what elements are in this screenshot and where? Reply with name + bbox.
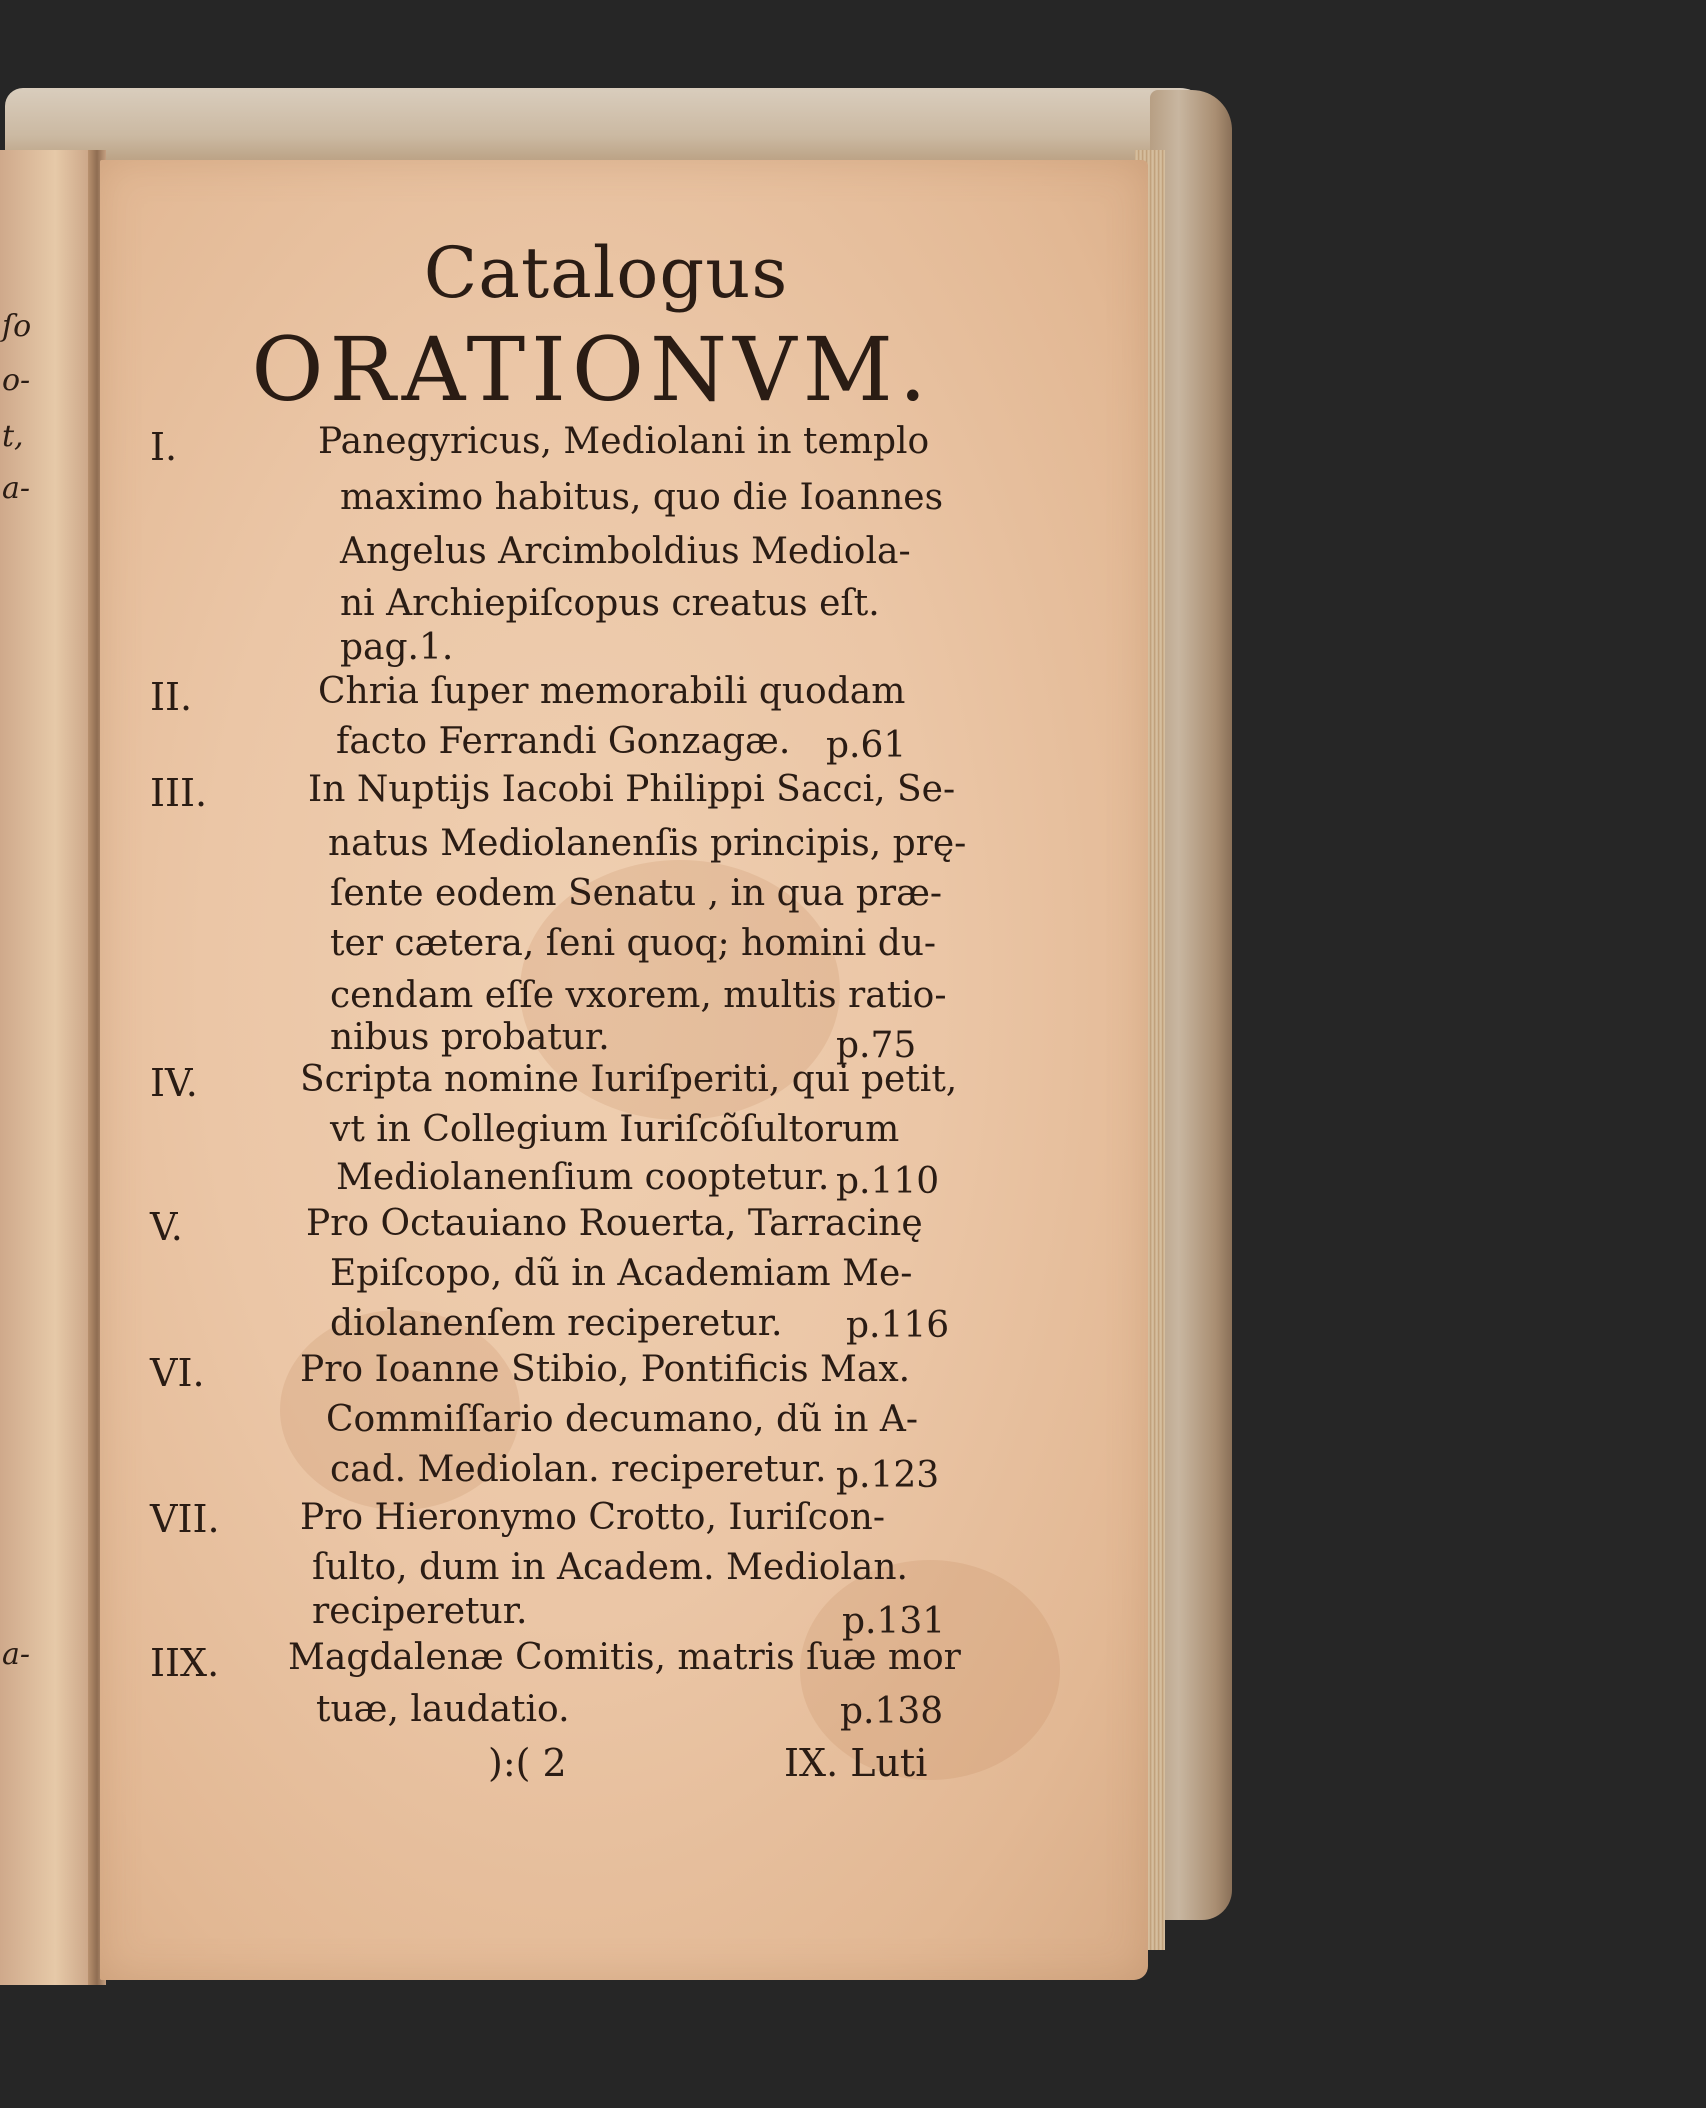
entry-page-ref: p.61 [826,725,907,766]
signature-mark: ):( 2 [488,1741,567,1785]
entry-page-ref: p.75 [836,1025,917,1066]
entry-line: Magdalenæ Comitis, matris ſuæ mor [288,1637,961,1678]
entry-line: Pro Hieronymo Crotto, Iuriſcon- [300,1497,885,1538]
entry-line: reciperetur. [312,1591,528,1632]
entry-numeral: VII. [150,1497,220,1541]
entry-page-ref: p.131 [842,1601,946,1642]
entry-line: tuæ, laudatio. [316,1689,570,1730]
catchword: IX. Luti [784,1741,928,1785]
entry-line: Mediolanenſium cooptetur. [336,1157,830,1198]
entry-line: ni Archiepiſcopus creatus eſt. [340,583,880,624]
page-title: Catalogus [423,232,789,314]
entry-numeral: IIX. [150,1641,220,1685]
entry-line: ſente eodem Senatu , in qua præ- [330,873,943,914]
entry-line: maximo habitus, quo die Ioannes [340,477,944,518]
entry-line: ter cætera, ſeni quoq; homini du- [330,923,937,964]
entry-line: vt in Collegium Iuriſcõſultorum [330,1109,900,1150]
entry-line: ſulto, dum in Academ. Mediolan. [312,1547,909,1588]
entry-numeral: V. [150,1205,183,1249]
entry-line: pag.1. [340,627,454,668]
entry-line: diolanenſem reciperetur. [330,1303,783,1344]
entry-line: Angelus Arcimboldius Mediola- [340,531,911,572]
entry-line: Panegyricus, Mediolani in templo [318,421,930,462]
entry-line: Scripta nomine Iuriſperiti, qui petit, [300,1059,958,1100]
entry-line: Chria ſuper memorabili quodam [318,671,906,712]
left-page-fragment: a- [2,471,31,506]
entry-page-ref: p.110 [836,1161,940,1202]
entry-page-ref: p.123 [836,1455,940,1496]
entry-numeral: III. [150,771,208,815]
entry-line: Pro Octauiano Rouerta, Tarracinę [306,1203,923,1244]
page-heading: ORATIONVM. [251,318,933,421]
left-page-fragment: t, [2,419,24,454]
entry-line: Commiſſario decumano, dũ in A- [326,1399,918,1440]
left-page-fragment: ſo [2,309,32,344]
entry-numeral: II. [150,675,193,719]
book-top-edge [5,88,1210,168]
entry-line: natus Mediolanenſis principis, prę- [328,823,967,864]
left-page-fragment: o- [2,363,31,398]
entry-line: nibus probatur. [330,1017,610,1058]
entry-line: cad. Mediolan. reciperetur. [330,1449,827,1490]
entry-line: Epiſcopo, dũ in Academiam Me- [330,1253,913,1294]
entry-numeral: VI. [150,1351,205,1395]
entry-numeral: IV. [150,1061,198,1105]
entry-line: In Nuptijs Iacobi Philippi Sacci, Se- [308,769,956,810]
entry-page-ref: p.138 [840,1691,944,1732]
entry-numeral: I. [150,425,178,469]
entry-line: cendam eſſe vxorem, multis ratio- [330,975,947,1016]
entry-line: facto Ferrandi Gonzagæ. [336,721,791,762]
entry-line: Pro Ioanne Stibio, Pontificis Max. [300,1349,911,1390]
left-page-fragment: a- [2,1637,31,1672]
entry-page-ref: p.116 [846,1305,950,1346]
